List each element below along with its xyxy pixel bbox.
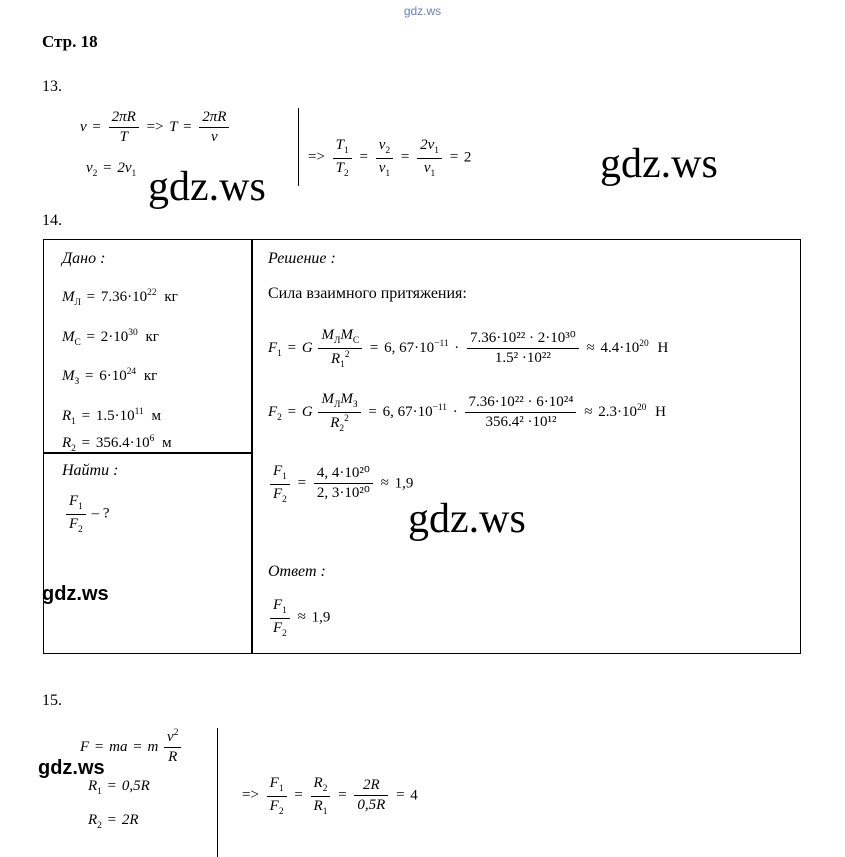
t15r-F2 [267, 797, 287, 818]
f2-big-den: 356.4² ·10¹² [485, 413, 557, 430]
f2-mult: · [452, 403, 458, 420]
t13r-v2 [376, 136, 393, 159]
t15r-frac-F [267, 774, 287, 818]
dano-label: Дано : [62, 250, 106, 267]
naiti-den-sub: 2 [78, 524, 83, 535]
otvet-num-sym: F [273, 597, 283, 613]
t13r-2v1 [417, 136, 442, 159]
otvet-den-sym: F [273, 619, 283, 636]
naiti-den [66, 515, 86, 536]
g2-base: 10 [113, 329, 129, 345]
t13-eq: = [92, 119, 101, 136]
g1-unit: кг [164, 289, 178, 305]
t15-ma: ma [109, 739, 128, 756]
g5-dot: · [129, 435, 135, 451]
g5-sub: 2 [71, 444, 76, 454]
reshenie-text: Сила взаимного притяжения: [268, 285, 467, 302]
t13r-T1-sub: 1 [344, 146, 349, 156]
t15-R1-val: 0,5R [121, 778, 150, 794]
t13r-v1b [417, 159, 442, 180]
task-15-right-column [240, 774, 418, 818]
task-number-15: 15. [42, 692, 62, 709]
task-number-14: 14. [42, 212, 62, 229]
g1-dot: · [127, 289, 133, 305]
t15-F: F [80, 739, 90, 756]
t15r-frac-val [354, 776, 388, 815]
t13r-v1-sym: v [378, 159, 386, 176]
f1-Gval: 6, 67 [384, 339, 415, 356]
g2-dot: · [108, 329, 114, 345]
f2-res-dot: · [616, 403, 622, 420]
t13-line2-eq: = [103, 160, 112, 176]
f2-R-pow: 2 [344, 413, 349, 424]
g4-base: 10 [119, 408, 135, 424]
ratio-rden: 2, 3·10²⁰ [316, 485, 370, 502]
f2-eq: = [287, 403, 297, 420]
f2-lhs: F [268, 403, 278, 420]
f1-frac-right [467, 329, 579, 368]
t15r-R1-sub: 1 [322, 806, 328, 817]
f2-R: R [330, 414, 340, 431]
t15-m: m [147, 739, 159, 756]
t13-v2-sub: 2 [92, 169, 98, 179]
t15r-eq3: = [396, 787, 405, 804]
f1-res-exp: 20 [639, 338, 649, 349]
t15-R1-sub: 1 [97, 787, 102, 797]
g2-unit: кг [145, 329, 159, 345]
g5-eq: = [81, 435, 91, 451]
f1-lhs: F [268, 339, 278, 356]
f2-m2-sub: З [352, 400, 358, 410]
t15-R2-eq: = [107, 812, 117, 828]
t15-v: v [167, 729, 174, 745]
t13r-T2-sub: 2 [344, 168, 349, 179]
t13-frac1-num: 2πR [109, 108, 139, 128]
t13-line2-rhs-sub: 1 [131, 169, 137, 179]
otvet-num [270, 596, 290, 619]
g1-val: 7.36 [100, 289, 128, 305]
formula-f2 [268, 390, 666, 435]
naiti-num-sub: 1 [78, 502, 83, 512]
t13r-T1-sym: T [335, 137, 345, 153]
f1-mult: · [454, 339, 460, 356]
f1-frac-num [318, 326, 362, 349]
naiti-num-sym: F [69, 493, 79, 509]
t13r-T1 [333, 136, 352, 159]
t15-R1-eq: = [107, 778, 117, 794]
given-row-4 [62, 407, 161, 427]
f2-res-base: 10 [621, 403, 637, 420]
f1-big-num: 7.36·10²² · 2·10³⁰ [467, 329, 579, 349]
t13r-v1b-sub: 1 [430, 168, 436, 179]
ratio-lnum-sub: 1 [282, 472, 287, 482]
t15r-F2-sub: 2 [278, 806, 284, 817]
t13r-eq2: = [400, 149, 410, 166]
task-14-column-divider [251, 239, 253, 654]
g2-eq: = [86, 329, 96, 345]
f1-big-den: 1.5² ·10²² [494, 349, 551, 366]
f2-Gbase: 10 [417, 403, 433, 420]
t13r-T2 [333, 159, 352, 180]
t13r-v2-sub: 2 [385, 146, 391, 156]
f2-m2: M [340, 391, 353, 407]
t15-eq2: = [133, 739, 142, 756]
t13r-eq3: = [449, 149, 459, 166]
page-title: Стр. 18 [42, 32, 98, 51]
t15r-eq1: = [294, 787, 303, 804]
naiti-tail: – ? [91, 505, 110, 522]
ratio-approx: ≈ [380, 475, 389, 492]
ratio-rnum: 4, 4·10²⁰ [314, 464, 373, 484]
g4-exp: 11 [134, 407, 144, 417]
f2-G: G [301, 403, 313, 420]
t13-T: T [169, 119, 178, 136]
t15r-implies: => [242, 787, 259, 804]
task-13-divider [298, 108, 299, 186]
f1-R-sub: 1 [340, 359, 345, 370]
f2-frac-left [318, 390, 360, 435]
g3-sym: M [62, 368, 75, 384]
g1-eq: = [86, 289, 96, 305]
t15r-result: 4 [410, 787, 418, 804]
f2-Gexp: −11 [432, 402, 447, 413]
f1-res-dot: · [619, 339, 625, 356]
task-15-line-2 [88, 778, 150, 797]
ratio-right-frac [314, 464, 373, 503]
otvet-num-sub: 1 [282, 606, 287, 616]
f1-R: R [331, 350, 341, 367]
t13-frac-2 [199, 108, 229, 147]
g1-sym: M [62, 289, 75, 305]
watermark-center: gdz.ws [408, 496, 526, 542]
g5-exp: 6 [149, 434, 155, 444]
g3-eq: = [84, 368, 94, 384]
f2-approx: ≈ [584, 403, 593, 420]
ratio-left-frac [270, 462, 290, 506]
ratio-lden-sym: F [273, 485, 283, 502]
g4-dot: · [114, 408, 120, 424]
naiti-label: Найти : [62, 462, 119, 479]
otvet-den-sub: 2 [282, 628, 287, 639]
g4-val: 1.5 [95, 408, 115, 424]
task-15-divider [217, 728, 218, 857]
g1-base: 10 [132, 289, 148, 305]
otvet-label: Ответ : [268, 563, 326, 580]
g1-sub: Л [74, 298, 81, 308]
f1-res-unit: Н [657, 339, 669, 356]
g5-val: 356.4 [95, 435, 130, 451]
f1-m2: M [340, 327, 353, 343]
task-15-line-1 [80, 728, 183, 767]
t15r-R2-sym: R [313, 775, 323, 791]
g4-sub: 1 [71, 417, 76, 427]
otvet-den [270, 619, 290, 640]
t13r-v2-sym: v [378, 137, 386, 153]
otvet-res: 1,9 [311, 609, 331, 626]
f1-Gbase: 10 [419, 339, 435, 356]
task-13-line-2 [86, 160, 136, 179]
ratio-lnum-sym: F [273, 463, 283, 479]
given-row-5 [62, 434, 172, 454]
naiti-num [66, 492, 86, 515]
ratio-expression [268, 462, 413, 506]
t13-eq2: = [183, 119, 192, 136]
watermark-left-bottom: gdz.ws [38, 757, 105, 779]
naiti-expression [64, 492, 110, 536]
g5-base: 10 [134, 435, 150, 451]
f1-res-base: 10 [624, 339, 640, 356]
t15r-R2 [311, 774, 331, 797]
task-15-line-3 [88, 812, 139, 831]
g1-exp: 22 [147, 288, 157, 298]
t15-frac-num [164, 728, 181, 748]
g2-exp: 30 [128, 328, 138, 338]
ratio-eq: = [297, 475, 307, 492]
t15-R2-val: 2R [121, 812, 139, 828]
t13r-T2-sym: T [335, 159, 345, 176]
task-13-line-1 [80, 108, 231, 147]
given-row-3 [62, 367, 157, 387]
g3-base: 10 [111, 368, 127, 384]
t13r-implies: => [308, 149, 325, 166]
task-13-right-column [306, 136, 471, 180]
f1-frac-left [318, 326, 362, 371]
t15-eq: = [94, 739, 104, 756]
g4-unit: м [151, 408, 161, 424]
f2-frac-right [465, 393, 576, 432]
t13r-2v1-sym: 2v [420, 137, 435, 153]
g3-dot: · [106, 368, 112, 384]
t13r-result: 2 [463, 149, 472, 166]
f2-res: 2.3 [598, 403, 617, 420]
f2-res-unit: Н [655, 403, 666, 420]
t13r-v1b-sym: v [423, 159, 431, 176]
t13-v2: v [86, 160, 93, 176]
g5-sym: R [62, 435, 72, 451]
t13-frac1-den: T [119, 128, 128, 145]
f1-approx: ≈ [586, 339, 595, 356]
f2-lhs-sub: 2 [277, 412, 282, 423]
otvet-approx: ≈ [297, 609, 306, 626]
f1-m2-sub: C [352, 336, 360, 346]
f1-dot: · [414, 339, 420, 356]
f2-R-sub: 2 [339, 423, 345, 434]
ratio-lden-sub: 2 [282, 494, 287, 505]
t13r-eq1: = [359, 149, 368, 166]
ratio-res: 1,9 [394, 475, 414, 492]
given-row-1 [62, 288, 178, 308]
t15r-eq2: = [338, 787, 347, 804]
f2-m1: M [321, 391, 334, 407]
naiti-den-sym: F [69, 515, 79, 532]
ratio-lden [270, 485, 290, 506]
t15-frac-den: R [168, 748, 178, 765]
t15r-R1 [311, 797, 331, 818]
t13-frac-1 [109, 108, 139, 147]
reshenie-label: Решение : [268, 250, 336, 267]
otvet-expression [268, 596, 330, 640]
watermark-top: gdz.ws [403, 4, 442, 18]
t15-R2-sub: 2 [97, 821, 102, 831]
t13r-frac-2v [417, 136, 442, 180]
f1-frac-den [318, 349, 362, 371]
g2-val: 2 [100, 329, 109, 345]
t15-R1: R [88, 778, 98, 794]
t13-line2-rhs: 2v [117, 160, 132, 176]
g4-sym: R [62, 408, 72, 424]
t13-v: v [80, 119, 87, 136]
f1-eq2: = [369, 339, 379, 356]
t15r-R1-sym: R [313, 797, 323, 814]
t13r-v1-sub: 1 [385, 168, 391, 179]
g3-val: 6 [99, 368, 107, 384]
f1-eq: = [287, 339, 297, 356]
f2-m1-sub: Л [333, 400, 341, 410]
t15-v-pow: 2 [173, 728, 179, 738]
f2-res-exp: 20 [636, 402, 647, 413]
t15-frac [164, 728, 181, 767]
f2-dot: · [412, 403, 418, 420]
f1-lhs-sub: 1 [277, 348, 282, 359]
otvet-frac [270, 596, 290, 640]
g3-unit: кг [143, 368, 158, 384]
f2-eq2: = [368, 403, 377, 420]
f1-Gexp: −11 [434, 338, 449, 349]
g2-sym: M [62, 329, 75, 345]
f1-m1-sub: Л [333, 336, 341, 346]
watermark-mid-left: gdz.ws [148, 164, 266, 210]
task-number-13: 13. [42, 78, 62, 95]
g3-exp: 24 [126, 367, 137, 377]
t15r-F1-sub: 1 [278, 784, 284, 794]
f1-res: 4.4 [600, 339, 620, 356]
t15r-val-den: 0,5R [357, 797, 386, 814]
naiti-frac [66, 492, 86, 536]
f2-Gval: 6, 67 [382, 403, 413, 420]
formula-f1 [268, 326, 668, 371]
watermark-top-right: gdz.ws [600, 141, 718, 187]
t13r-frac-T [333, 136, 352, 180]
given-row-2 [62, 328, 159, 348]
t13-frac2-den: v [211, 128, 218, 145]
t13-frac2-num: 2πR [199, 108, 229, 128]
f1-m1: M [321, 327, 334, 343]
f2-frac-num [318, 390, 360, 413]
ratio-lnum [270, 462, 290, 485]
g5-unit: м [162, 435, 172, 451]
t15r-frac-R [311, 774, 331, 818]
f1-G: G [301, 339, 313, 356]
t15r-F2-sym: F [269, 797, 279, 814]
g3-sub: З [74, 377, 80, 387]
t15r-val-num: 2R [354, 776, 388, 796]
t15r-F1 [267, 774, 287, 797]
f2-big-num: 7.36·10²² · 6·10²⁴ [465, 393, 576, 413]
t15r-R2-sub: 2 [322, 784, 328, 794]
f2-frac-den [318, 413, 360, 435]
t13-implies: => [146, 119, 164, 136]
t13r-2v1-sub: 1 [434, 146, 439, 156]
g2-sub: C [74, 338, 81, 348]
watermark-left-mid: gdz.ws [42, 583, 109, 605]
t13r-frac-v [376, 136, 393, 180]
t15-R2: R [88, 812, 98, 828]
f1-R-pow: 2 [344, 349, 350, 360]
t13r-v1 [376, 159, 393, 180]
g4-eq: = [81, 408, 91, 424]
t15r-F1-sym: F [269, 775, 279, 791]
